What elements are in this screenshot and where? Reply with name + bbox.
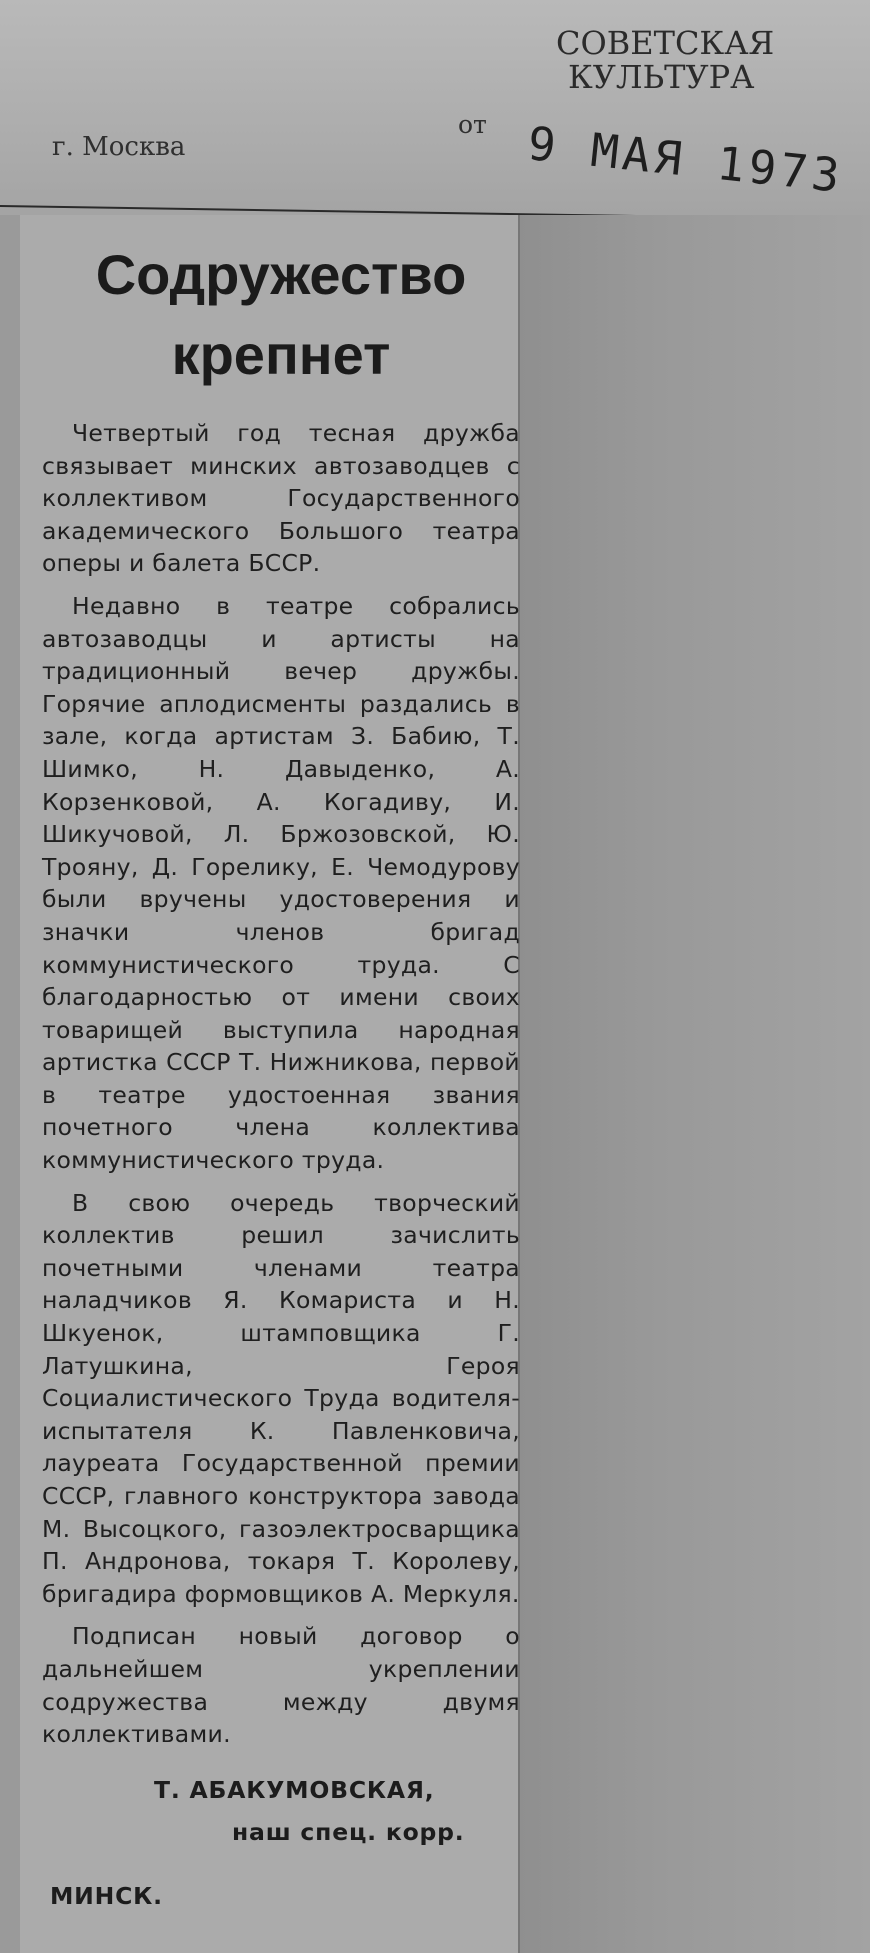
date-from-label: от: [458, 110, 487, 139]
date-stamp: 9 МАЯ 1973: [525, 116, 847, 203]
publication-line-1: СОВЕТСКАЯ: [556, 24, 775, 62]
author-role: наш спец. корр.: [232, 1817, 465, 1846]
publication-line-2: КУЛЬТУРА: [568, 58, 755, 96]
paragraph: Недавно в театре собрались автозаводцы и артисты на традиционный вечер дружбы. Горячие аплодисменты раздались в зале, когда артистам З. Бабию, Т. Шимко, Н. Давыденко, А. Корзенковой, А. Когадиву, И. Шикучовой, Л. Бржозовской, Ю. Трояну, Д. Горелику, Е. Чемодурову были вручены удостоверения и значки членов бригад коммунистического труда. С благодарностью от имени своих товарищей выступила народная артистка СССР Т. Нижникова, первой в театре удостоенная звания почетного члена коллектива коммунистического труда.: [42, 591, 520, 1175]
header-strip: [0, 0, 870, 215]
publication-name: [556, 26, 774, 94]
dateline: МИНСК.: [50, 1881, 163, 1910]
article: [42, 215, 520, 1917]
city-label: г. Москва: [52, 132, 186, 162]
article-signature: [42, 1769, 520, 1917]
headline-line-2: крепнет: [171, 323, 391, 386]
headline-line-1: Содружество: [95, 243, 467, 306]
article-body: [42, 417, 520, 1751]
background-card: [518, 215, 870, 1953]
paragraph: В свою очередь творческий коллектив решил зачислить почетными членами театра наладчиков Я. Комариста и Н. Шкуенок, штамповщика Г. Латушкина, Героя Социалистического Труда водителя-испытателя К. Павленковича, лауреата Государственной премии СССР, главного конструктора завода М. Высоцкого, газоэлектросварщика П. Андронова, токаря Т. Королеву, бригадира формовщиков А. Меркуля.: [42, 1188, 520, 1608]
article-headline: [42, 215, 520, 395]
newspaper-clipping: [20, 215, 518, 1953]
paragraph: Четвертый год тесная дружба связывает минских автозаводцев с коллективом Государственного академического Большого театра оперы и балета БССР.: [42, 419, 520, 578]
author-name: Т. АБАКУМОВСКАЯ,: [154, 1775, 435, 1804]
paragraph: Подписан новый договор о дальнейшем укреплении содружества между двумя коллективами.: [42, 1622, 520, 1749]
